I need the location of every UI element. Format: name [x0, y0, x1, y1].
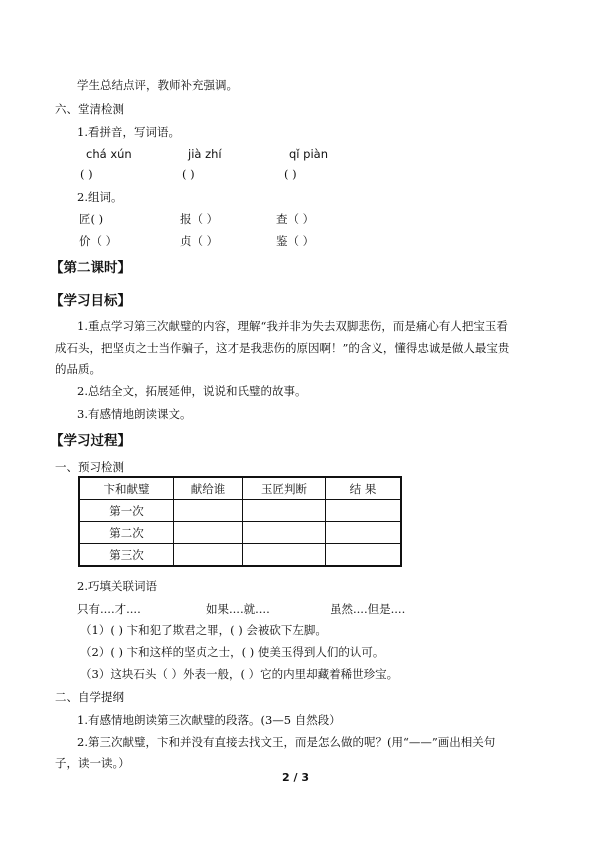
text-line: 2.巧填关联词语 [77, 579, 157, 593]
text-line: 2.总结全文，拓展延伸，说说和氏璧的故事。 [77, 384, 307, 398]
text-line: 1.看拼音，写词语。 [77, 125, 180, 139]
text-line: 成石头，把坚贞之士当作骗子，这才是我悲伤的原因啊！”的含义，懂得忠诚是做人最宝贵 [55, 341, 510, 355]
conjunction-option: 只有....才.... [77, 602, 141, 616]
text-line: 3.有感情地朗读课文。 [77, 407, 192, 421]
preview-table [78, 476, 402, 567]
answer-blank-2: ( ) [182, 167, 195, 181]
section-heading-check: 六、堂清检测 [55, 102, 124, 116]
text-line: 学生总结点评，教师补充强调。 [77, 78, 238, 92]
text-line: （2）( ) 卞和这样的坚贞之士，( ) 使美玉得到人们的认可。 [80, 645, 385, 659]
table-row [79, 500, 401, 522]
table-header-cell: 卞和献璧 [79, 477, 174, 500]
table-row [79, 544, 401, 567]
table-cell [174, 544, 243, 567]
word-item: 鉴（ ） [276, 234, 315, 248]
heading-second-lesson: 【第二课时】 [50, 260, 131, 276]
table-row [79, 522, 401, 544]
text-line: 2.第三次献璧，卞和并没有直接去找文王，而是怎么做的呢？(用“——”画出相关句 [77, 735, 496, 749]
table-cell [326, 500, 402, 522]
table-cell [243, 544, 326, 567]
table-header-cell: 玉匠判断 [243, 477, 326, 500]
section-heading-outline: 二、自学提纲 [55, 690, 124, 704]
word-item: 贞（ ） [180, 234, 219, 248]
table-row-label: 第一次 [79, 500, 174, 522]
text-line: 1.有感情地朗读第三次献璧的段落。(3—5 自然段） [77, 713, 341, 727]
table-cell [326, 544, 402, 567]
word-item: 报（ ） [180, 212, 219, 226]
section-heading-preview: 一、预习检测 [55, 460, 124, 474]
conjunction-option: 虽然....但是.... [330, 602, 406, 616]
text-line: 子，读一读。） [55, 756, 130, 770]
conjunction-option: 如果....就.... [206, 602, 270, 616]
word-item: 匠( ) [79, 212, 104, 226]
answer-blank-3: ( ) [284, 167, 297, 181]
table-cell [174, 500, 243, 522]
pinyin-1: chá xún [86, 147, 132, 161]
answer-blank-1: ( ) [80, 167, 93, 181]
heading-process: 【学习过程】 [50, 433, 131, 449]
pinyin-3: qǐ piàn [289, 147, 328, 161]
text-line: （3）这块石头（ ）外表一般，( ）它的内里却藏着稀世珍宝。 [80, 667, 399, 681]
table-row-label: 第二次 [79, 522, 174, 544]
pinyin-2: jià zhí [188, 147, 222, 161]
word-item: 价（ ） [79, 234, 118, 248]
text-line: 2.组词。 [77, 190, 123, 204]
table-row-label: 第三次 [79, 544, 174, 567]
text-line: 的品质。 [55, 362, 101, 376]
text-line: 1.重点学习第三次献璧的内容，理解“我并非为失去双脚悲伤，而是痛心有人把宝玉看 [77, 319, 508, 333]
text-line: （1）( ) 卞和犯了欺君之罪，( ) 会被砍下左脚。 [80, 623, 327, 637]
table-cell [243, 500, 326, 522]
heading-objectives: 【学习目标】 [50, 293, 131, 309]
word-item: 查（ ） [276, 212, 315, 226]
table-cell [174, 522, 243, 544]
table-header-row [79, 477, 401, 500]
table-header-cell: 献给谁 [174, 477, 243, 500]
table-header-cell: 结 果 [326, 477, 402, 500]
page-number: 2 / 3 [282, 771, 309, 784]
table-cell [326, 522, 402, 544]
table-cell [243, 522, 326, 544]
